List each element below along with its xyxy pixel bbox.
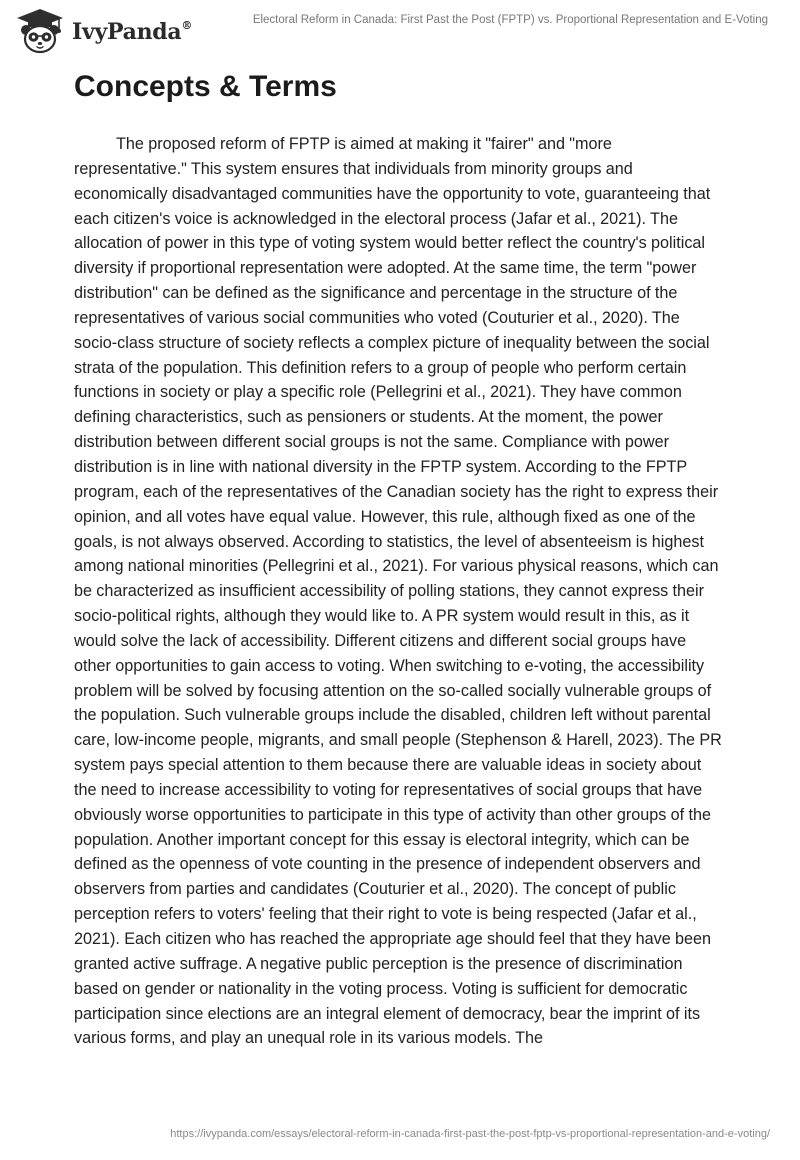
panda-graduate-icon [14,8,66,56]
ivypanda-logo[interactable] [14,8,204,56]
registered-mark: ® [181,18,193,32]
source-url[interactable]: https://ivypanda.com/essays/electoral-reform-in-canada-first-past-the-post-fptp-vs-proportional-representation-and-e-voting/ [170,1128,770,1140]
brand-name: IvyPanda® [72,18,193,45]
document-title: Electoral Reform in Canada: First Past the Post (FPTP) vs. Proportional Representation and E-Voting [252,14,768,26]
section-heading: Concepts & Terms [74,70,337,103]
page-header [0,0,800,64]
body-paragraph: The proposed reform of FPTP is aimed at making it "fairer" and "more representative." This system ensures that individuals from minority groups and economically disadvantaged communities have the opportunity to vote, guaranteeing that each citizen's voice is acknowledged in the electoral process (Jafar et al., 2021). The allocation of power in this type of voting system would better reflect the country's political diversity if proportional representation were adopted. At the same time, the term "power distribution" can be defined as the significance and percentage in the structure of the representatives of various social communities who voted (Couturier et al., 2020). The socio-class structure of society reflects a complex picture of inequality between the social strata of the population. This definition refers to a group of people who perform certain functions in society or play a specific role (Pellegrini et al., 2021). They have common defining characteristics, such as pensioners or students. At the moment, the power distribution between different social groups is not the same. Compliance with power distribution is in line with national diversity in the FPTP system. According to the FPTP program, each of the representatives of the Canadian society has the right to express their opinion, and all votes have equal value. However, this rule, although fixed as one of the goals, is not always observed. According to statistics, the level of absenteeism is highest among national minorities (Pellegrini et al., 2021). For various physical reasons, which can be characterized as insufficient accessibility of polling stations, they cannot express their socio-political rights, although they would like to. A PR system would result in this, as it would solve the lack of accessibility. Different citizens and different social groups have other opportunities to gain access to voting. When switching to e-voting, the accessibility problem will be solved by focusing attention on the so-called socially vulnerable groups of the population. Such vulnerable groups include the disabled, children left without parental care, low-income people, migrants, and small people (Stephenson & Harell, 2023). The PR system pays special attention to them because there are valuable ideas in society about the need to increase accessibility to voting for representatives of social groups that have obviously worse opportunities to participate in this type of activity than other groups of the population. Another important concept for this essay is electoral integrity, which can be defined as the openness of vote counting in the presence of independent observers and observers from parties and candidates (Couturier et al., 2020). The concept of public perception refers to voters' feeling that their right to vote is being respected (Jafar et al., 2021). Each citizen who has reached the appropriate age should feel that they have been granted active suffrage. A negative public perception is the presence of discrimination based on gender or nationality in the voting process. Voting is sufficient for democratic participation since elections are an integral element of democracy, bear the imprint of its various forms, and play an unequal role in its various models. The [74,135,722,1048]
